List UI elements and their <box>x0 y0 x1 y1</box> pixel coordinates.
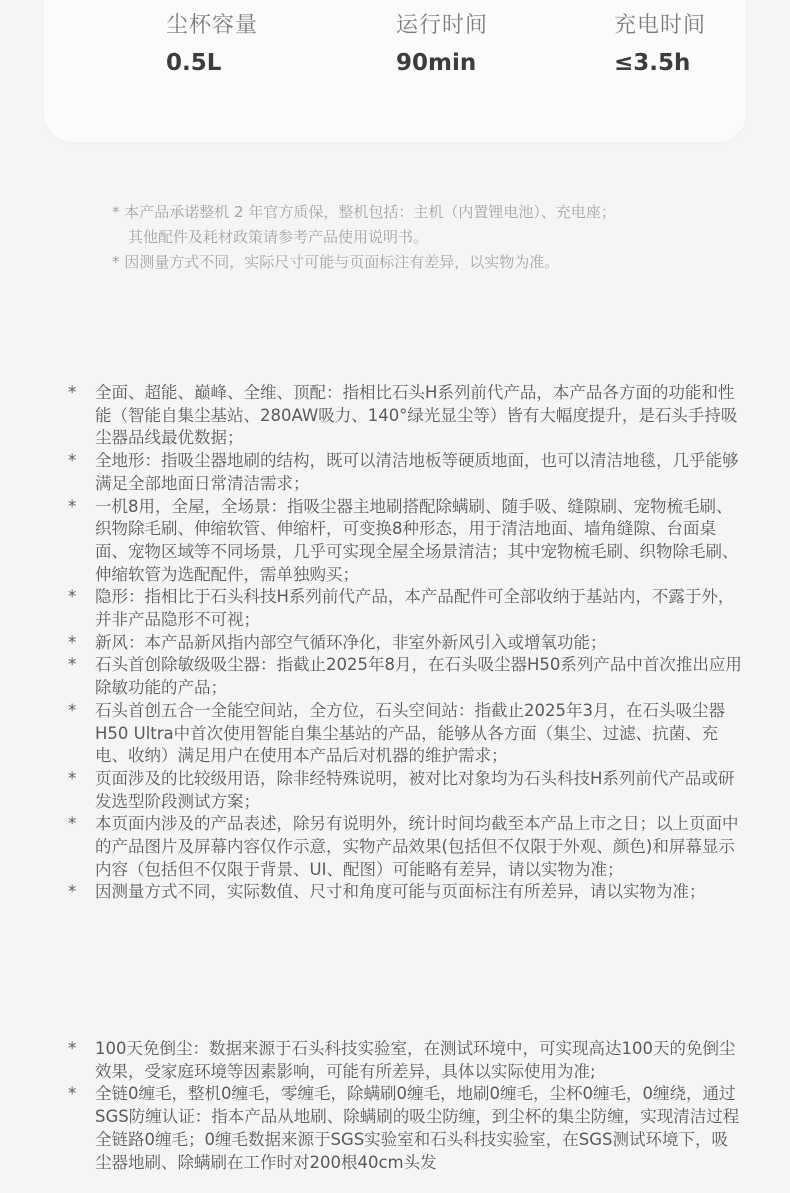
footnote-item <box>64 654 744 699</box>
bullet-star: * <box>68 1039 77 1058</box>
spec-value: 0.5L <box>166 50 222 76</box>
bullet-star: * <box>68 496 77 516</box>
bullet-star: * <box>68 632 77 652</box>
spec-card <box>44 0 746 142</box>
warranty-note: 其他配件及耗材政策请参考产品使用说明书。 <box>128 228 429 246</box>
bullet-star: * <box>68 655 77 675</box>
bullet-star: * <box>68 768 77 788</box>
bullet-star: * <box>68 587 77 607</box>
footnote-item <box>64 700 744 768</box>
warranty-notes <box>112 200 732 275</box>
spec-value: ≤3.5h <box>614 50 691 76</box>
footnote-item <box>64 450 744 495</box>
footnote-text: 全面、超能、巅峰、全维、顶配：指相比石头H系列前代产品，本产品各方面的功能和性能（智能自集尘基站、280AW吸力、140°绿光显尘等）皆有大幅度提升，是石头手持吸尘器品线最优数据； <box>95 383 738 448</box>
footnote-item <box>64 632 744 655</box>
bullet-star: * <box>68 882 77 902</box>
footnote-text: 因测量方式不同，实际数值、尺寸和角度可能与页面标注有所差异，请以实物为准； <box>95 882 706 902</box>
footnote-text: 全地形：指吸尘器地刷的结构，既可以清洁地板等硬质地面，也可以清洁地毯，几乎能够满足全部地面日常清洁需求； <box>95 451 739 493</box>
footnote-text: 全链0缠毛，整机0缠毛，零缠毛，除螨刷0缠毛，地刷0缠毛，尘杯0缠毛，0缠绕，通过SGS防缠认证：指本产品从地刷、除螨刷的吸尘防缠，到尘杯的集尘防缠，实现清洁过程全链路0缠毛；0缠毛数据来源于SGS实验室和石头科技实验室，在SGS测试环境下，吸尘器地刷、除螨刷在工作时对200根40cm头发 <box>95 1084 740 1172</box>
spec-label: 充电时间 <box>614 13 707 38</box>
footnote-text: 本页面内涉及的产品表述，除另有说明外，统计时间均截至本产品上市之日；以上页面中的产品图片及屏幕内容仅作示意，实物产品效果(包括但不仅限于外观、颜色)和屏幕显示内容（包括但不仅限于背景、UI、配图）可能略有差异，请以实物为准； <box>95 814 739 879</box>
footnote-text: 100天免倒尘：数据来源于石头科技实验室，在测试环境中，可实现高达100天的免倒尘效果，受家庭环境等因素影响，可能有所差异，具体以实际使用为准; <box>95 1039 736 1081</box>
bullet-star: * <box>68 1084 77 1104</box>
bullet-star: * <box>68 814 77 834</box>
footnote-item <box>64 382 744 450</box>
footnote-item <box>64 496 744 587</box>
spec-value: 90min <box>396 50 477 76</box>
footnote-item <box>64 768 744 813</box>
measurement-note: * 因测量方式不同，实际尺寸可能与页面标注有差异，以实物为准。 <box>112 253 560 271</box>
warranty-note: * 本产品承诺整机 2 年官方质保，整机包括：主机（内置锂电池）、充电座； <box>112 203 616 221</box>
bullet-star: * <box>68 451 77 471</box>
footnote-text: 隐形：指相比于石头科技H系列前代产品，本产品配件可全部收纳于基站内，不露于外，并非产品隐形不可视； <box>95 587 735 630</box>
footnote-item <box>64 1038 744 1083</box>
bullet-star: * <box>68 700 77 720</box>
footnote-item <box>64 881 744 904</box>
footnote-list-secondary <box>64 1038 744 1174</box>
spec-label: 尘杯容量 <box>166 13 259 38</box>
footnote-text: 新风：本产品新风指内部空气循环净化，非室外新风引入或增氧功能； <box>95 632 607 652</box>
footnote-text: 页面涉及的比较级用语，除非经特殊说明，被对比对象均为石头科技H系列前代产品或研发选型阶段测试方案； <box>95 768 735 811</box>
bullet-star: * <box>68 383 77 402</box>
footnote-list <box>64 382 744 904</box>
footnote-text: 石头首创除敏级吸尘器：指截止2025年8月，在石头吸尘器H50系列产品中首次推出应用除敏功能的产品； <box>95 655 742 698</box>
footnote-item <box>64 1083 744 1174</box>
footnote-item <box>64 813 744 881</box>
footnote-text: 一机8用，全屋，全场景：指吸尘器主地刷搭配除螨刷、随手吸、缝隙刷、宠物梳毛刷、织物除毛刷、伸缩软管、伸缩杆，可变换8种形态，用于清洁地面、墙角缝隙、台面桌面、宠物区域等不同场景，几乎可实现全屋全场景清洁；其中宠物梳毛刷、织物除毛刷、伸缩软管为选配配件，需单独购买； <box>95 496 739 584</box>
spec-label: 运行时间 <box>396 13 489 38</box>
footnote-item <box>64 586 744 631</box>
footnote-text: 石头首创五合一全能空间站，全方位，石头空间站：指截止2025年3月，在石头吸尘器H50 Ultra中首次使用智能自集尘基站的产品，能够从各方面（集尘、过滤、抗菌、充电、收纳）满足用户在使用本产品后对机器的维护需求； <box>95 700 725 766</box>
